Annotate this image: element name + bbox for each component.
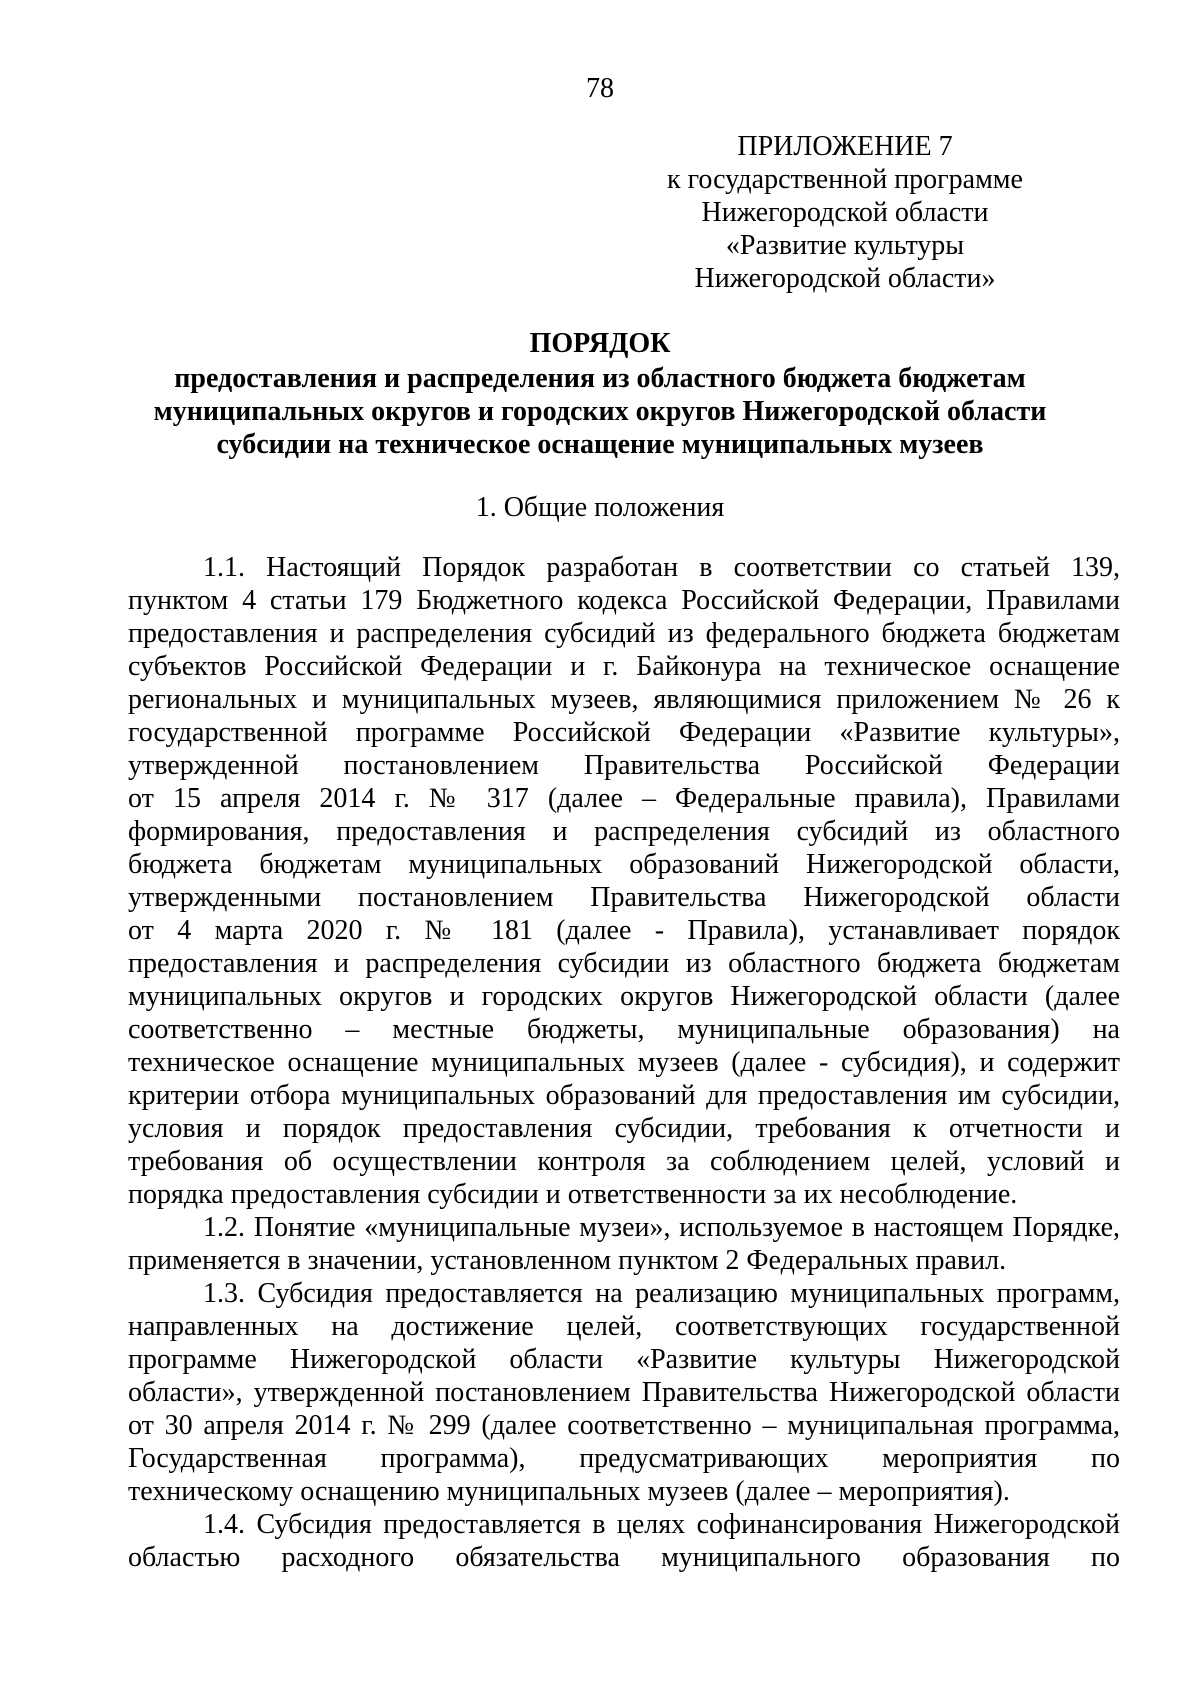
paragraph-line: утвержденной постановлением Правительства Российской Федерации <box>128 750 1120 781</box>
document-title: ПОРЯДОК <box>529 328 671 359</box>
appendix-line: Нижегородской области» <box>694 263 996 294</box>
appendix-line: Нижегородской области <box>701 197 989 228</box>
paragraph-line: Государственная программа), предусматривающих мероприятия по <box>128 1443 1120 1474</box>
paragraph-line: техническое оснащение муниципальных музеев (далее - субсидия), и содержит <box>128 1047 1120 1078</box>
paragraph-line: программе Нижегородской области «Развитие культуры Нижегородской <box>128 1344 1120 1375</box>
paragraph-line: направленных на достижение целей, соответствующих государственной <box>128 1311 1120 1342</box>
appendix-line: к государственной программе <box>667 164 1023 195</box>
paragraph-line: соответственно – местные бюджеты, муниципальные образования) на <box>128 1014 1120 1045</box>
page-number: 78 <box>586 73 614 104</box>
document-subtitle <box>110 362 1090 461</box>
paragraph-line: 1.3. Субсидия предоставляется на реализацию муниципальных программ, <box>203 1278 1120 1309</box>
paragraph-line: 1.4. Субсидия предоставляется в целях софинансирования Нижегородской <box>203 1509 1120 1540</box>
body-text <box>128 551 1120 1574</box>
subtitle-line: муниципальных округов и городских округов Нижегородской области <box>153 396 1047 427</box>
paragraph-line: субъектов Российской Федерации и г. Байконура на техническое оснащение <box>128 651 1120 682</box>
appendix-header <box>640 130 1050 295</box>
paragraph-line: области», утвержденной постановлением Правительства Нижегородской области <box>128 1377 1120 1408</box>
paragraph-line: государственной программе Российской Федерации «Развитие культуры», <box>128 717 1120 748</box>
paragraph-line: 1.1. Настоящий Порядок разработан в соответствии со статьей 139, <box>203 552 1120 583</box>
paragraph-line: применяется в значении, установленном пунктом 2 Федеральных правил. <box>128 1245 1007 1276</box>
paragraph-line: муниципальных округов и городских округов Нижегородской области (далее <box>128 981 1120 1012</box>
paragraph-line: бюджета бюджетам муниципальных образований Нижегородской области, <box>128 849 1120 880</box>
paragraph-line: областью расходного обязательства муниципального образования по <box>128 1542 1120 1573</box>
paragraph-line: предоставления и распределения субсидии из областного бюджета бюджетам <box>128 948 1120 979</box>
section-heading: 1. Общие положения <box>475 492 725 523</box>
appendix-line: «Развитие культуры <box>725 230 965 261</box>
paragraph-line: формирования, предоставления и распределения субсидий из областного <box>128 816 1120 847</box>
appendix-line: ПРИЛОЖЕНИЕ 7 <box>737 131 953 162</box>
paragraph-line: требования об осуществлении контроля за соблюдением целей, условий и <box>128 1146 1120 1177</box>
paragraph-line: условия и порядок предоставления субсидии, требования к отчетности и <box>128 1113 1120 1144</box>
paragraph-line: от 4 марта 2020 г. № 181 (далее - Правила), устанавливает порядок <box>128 915 1120 946</box>
paragraph-line: порядка предоставления субсидии и ответственности за их несоблюдение. <box>128 1179 1018 1210</box>
paragraph-line: утвержденными постановлением Правительства Нижегородской области <box>128 882 1120 913</box>
paragraph-line: региональных и муниципальных музеев, являющимися приложением № 26 к <box>128 684 1120 715</box>
paragraph-line: пунктом 4 статьи 179 Бюджетного кодекса Российской Федерации, Правилами <box>128 585 1120 616</box>
paragraph-line: техническому оснащению муниципальных музеев (далее – мероприятия). <box>128 1476 1010 1507</box>
paragraph-line: 1.2. Понятие «муниципальные музеи», используемое в настоящем Порядке, <box>203 1212 1120 1243</box>
paragraph-line: от 15 апреля 2014 г. № 317 (далее – Федеральные правила), Правилами <box>128 783 1120 814</box>
subtitle-line: предоставления и распределения из областного бюджета бюджетам <box>174 363 1026 394</box>
subtitle-line: субсидии на техническое оснащение муниципальных музеев <box>216 429 984 460</box>
paragraph-line: от 30 апреля 2014 г. № 299 (далее соответственно – муниципальная программа, <box>128 1410 1120 1441</box>
paragraph-line: критерии отбора муниципальных образований для предоставления им субсидии, <box>128 1080 1120 1111</box>
paragraph-line: предоставления и распределения субсидий из федерального бюджета бюджетам <box>128 618 1120 649</box>
